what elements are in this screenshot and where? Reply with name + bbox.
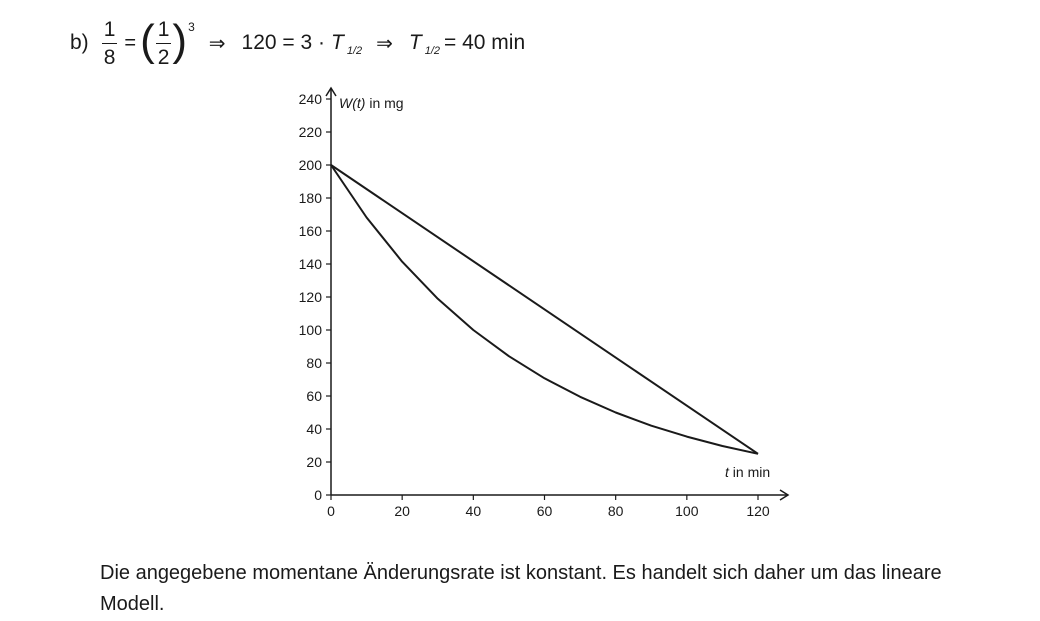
equals-sign: = [124,31,137,54]
fraction-numerator: 1 [102,19,118,44]
implies-arrow: ⇒ [376,32,393,55]
chart-axes [326,88,788,500]
x-axis-title: t in min [725,464,771,480]
y-tick-label: 60 [306,388,322,404]
y-tick-label: 80 [306,355,322,371]
x-tick-label: 60 [536,503,553,519]
part-label: b) [70,31,89,54]
fraction-denominator: 2 [157,45,170,69]
y-tick-label: 180 [298,190,322,206]
conclusion-text: Die angegebene momentane Änderungsrate ist konstant. Es handelt sich daher um das lineare Modell. [100,562,942,615]
equation-period: 120 = 3 · [241,31,325,54]
x-tick-label: 100 [675,503,699,519]
y-axis-title: W(t) in mg [339,95,404,111]
y-axis-ticks [299,91,331,503]
half-life-subscript: 1/2 [424,45,441,57]
chart-series [331,165,758,454]
x-tick-label: 0 [327,503,335,519]
left-paren: ( [140,16,155,65]
y-tick-label: 160 [298,223,322,239]
y-tick-label: 200 [298,157,322,173]
right-paren: ) [172,16,188,65]
y-tick-label: 240 [298,91,322,107]
y-tick-label: 100 [298,322,322,338]
y-tick-label: 220 [298,124,322,140]
y-tick-label: 140 [298,256,322,272]
exponent: 3 [188,20,195,34]
x-tick-label: 40 [465,503,482,519]
fraction-denominator: 8 [103,45,116,69]
x-tick-label: 120 [746,503,770,519]
x-tick-label: 80 [607,503,624,519]
implies-arrow: ⇒ [208,32,226,55]
half-life-subscript: 1/2 [346,45,363,57]
linear-model-line [331,165,758,454]
x-axis-ticks [327,495,770,519]
y-tick-label: 40 [306,421,322,437]
half-life-symbol: T [408,31,422,54]
x-tick-label: 20 [394,503,410,519]
half-life-symbol: T [331,31,344,54]
y-tick-label: 120 [298,289,322,305]
half-life-result: = 40 min [444,31,526,54]
y-tick-label: 0 [314,487,322,503]
y-tick-label: 20 [306,454,322,470]
fraction-numerator: 1 [156,19,172,44]
